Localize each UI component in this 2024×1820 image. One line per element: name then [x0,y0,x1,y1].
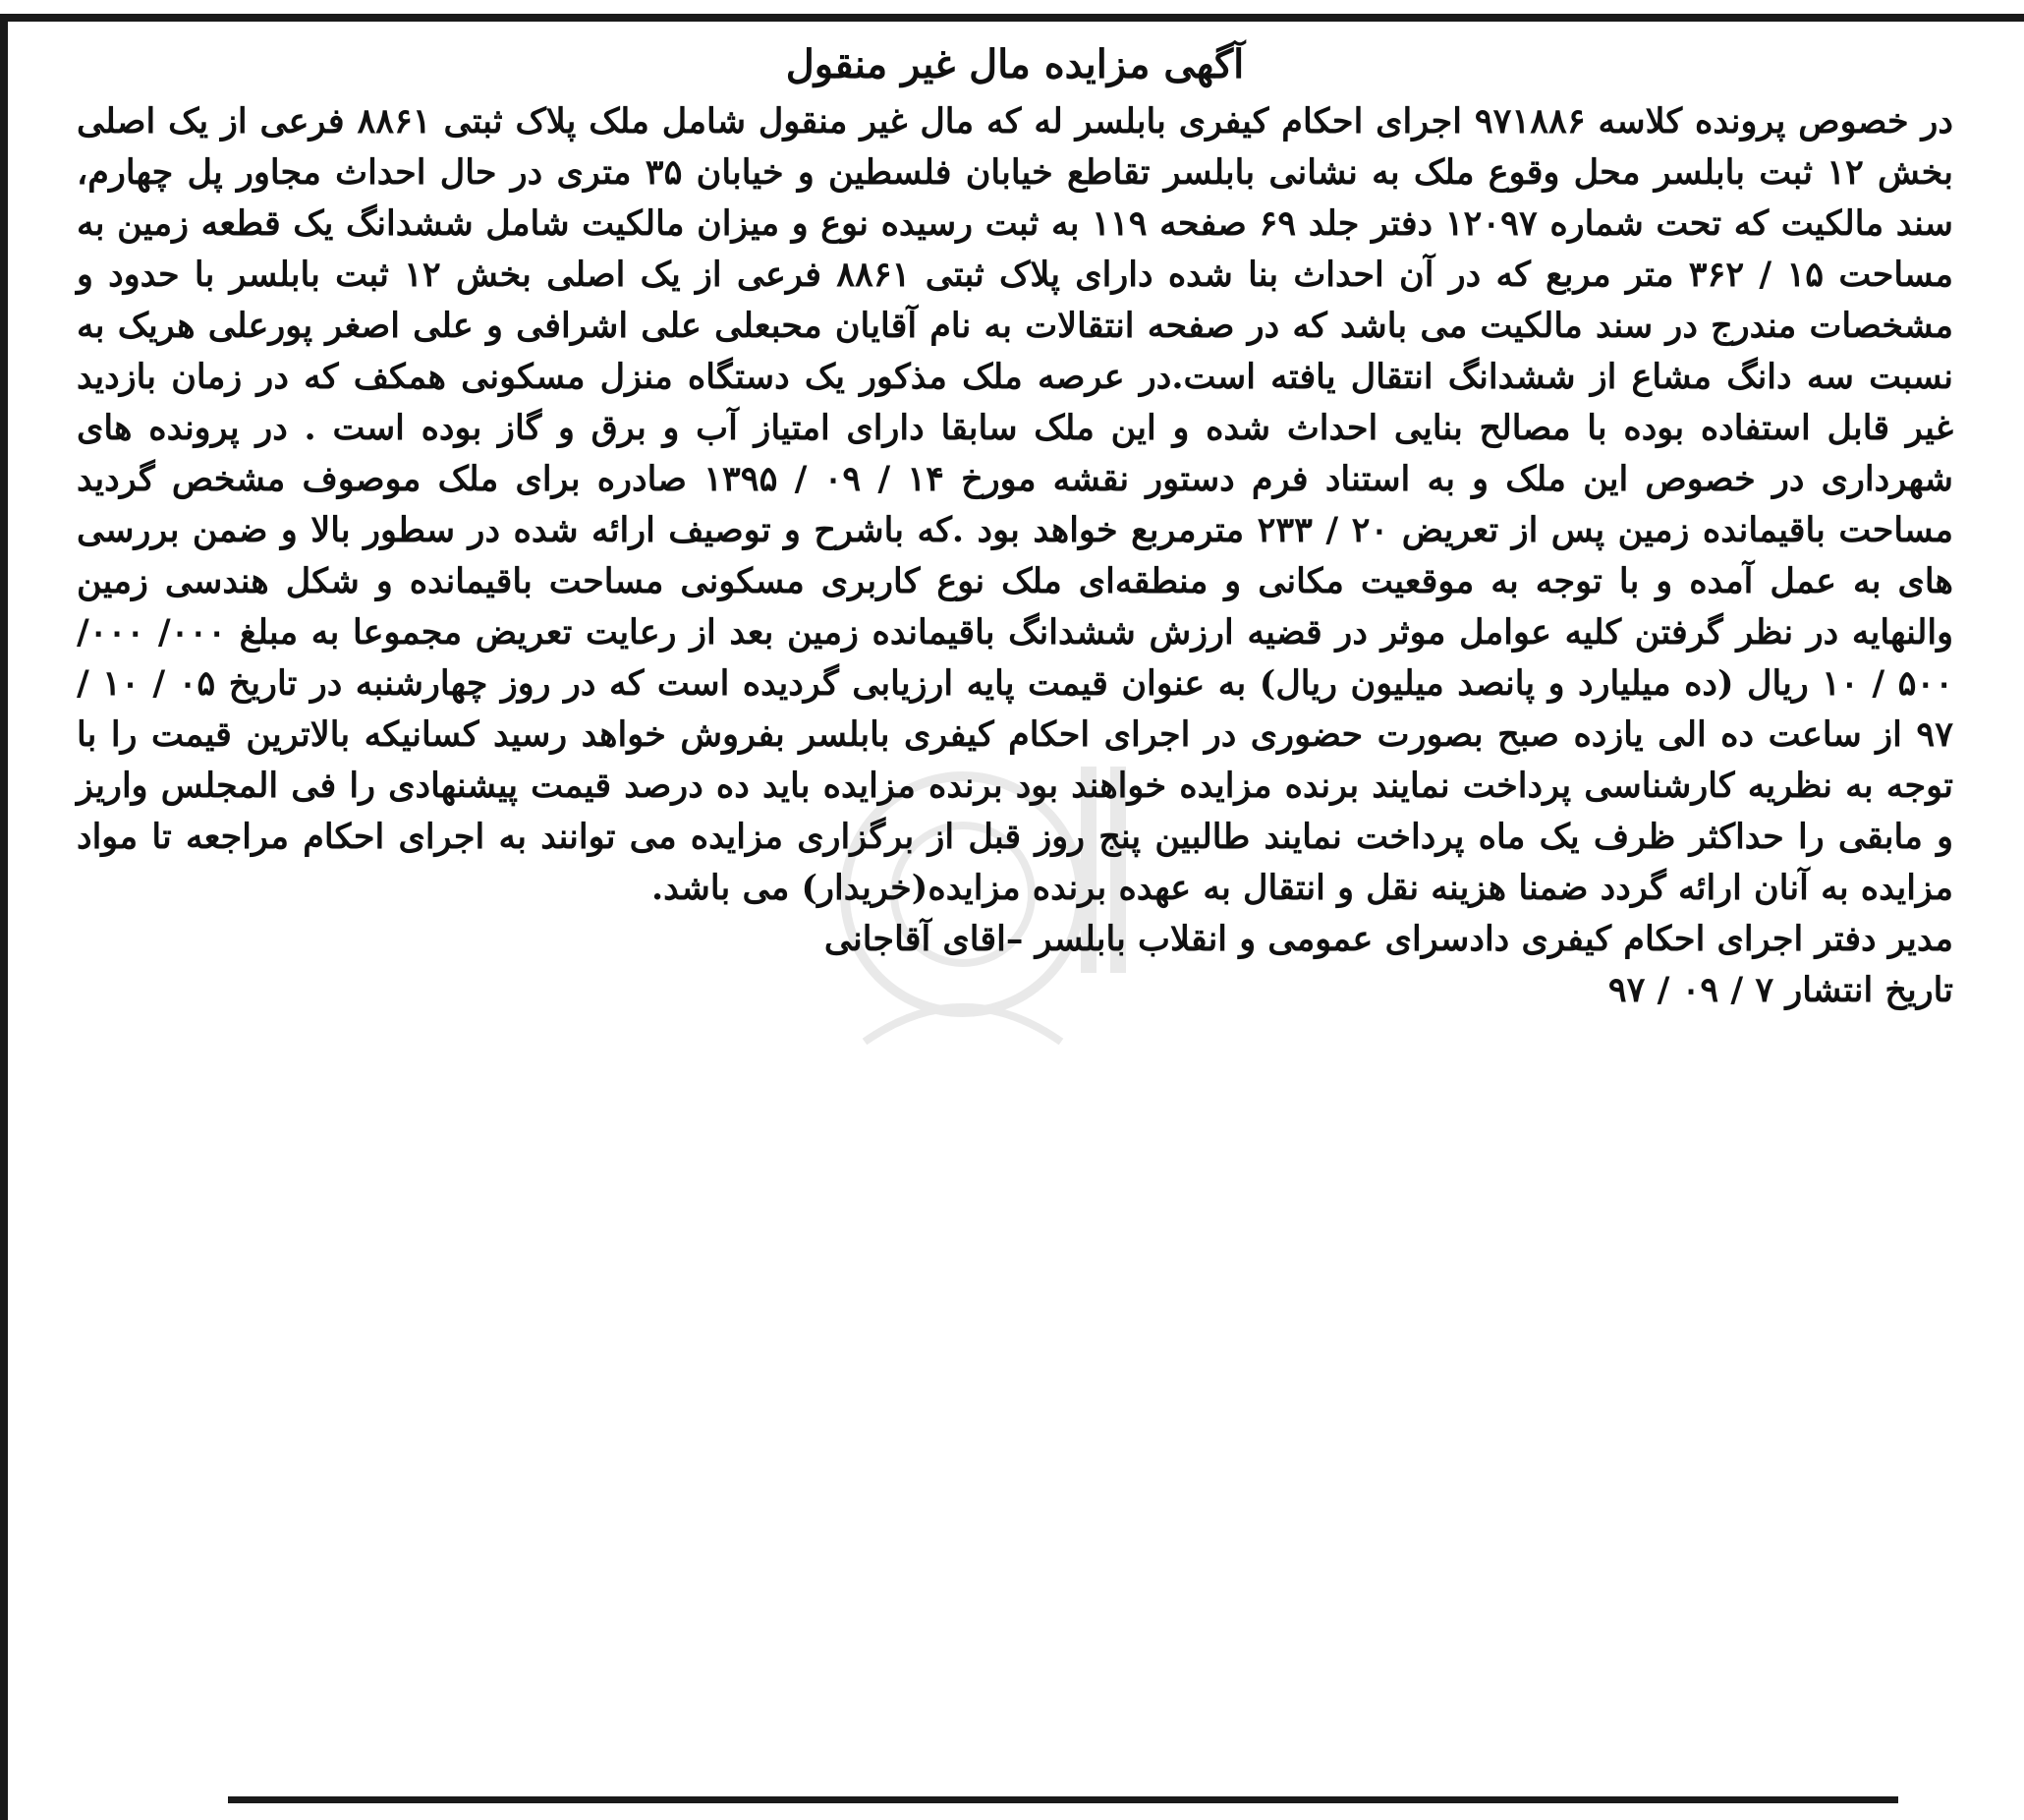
top-border-rule [0,14,2024,22]
notice-body: در خصوص پرونده کلاسه ۹۷۱۸۸۶ اجرای احکام کیفری بابلسر له که مال غیر منقول شامل ملک پلاک ثبتی ۸۸۶۱ فرعی از یک اصلی بخش ۱۲ ثبت بابلسر محل وقوع ملک به نشانی بابلسر تقاطع خیابان فلسطین و خیابان ۳۵ متری در حال احداث مجاور پل چهارم، سند مالکیت که تحت شماره ۱۲۰۹۷ دفتر جلد ۶۹ صفحه ۱۱۹ به ثبت رسیده نوع و میزان مالکیت شامل ششدانگ یک قطعه زمین به مساحت ۱۵ / ۳۶۲ متر مربع که در آن احداث بنا شده دارای پلاک ثبتی ۸۸۶۱ فرعی از یک اصلی بخش ۱۲ ثبت بابلسر با حدود و مشخصات مندرج در سند مالکیت می باشد که در صفحه انتقالات به نام آقایان محبعلی علی اشرافی و علی اصغر پورعلی هریک به نسبت سه دانگ مشاع از ششدانگ انتقال یافته است.در عرصه ملک مذکور یک دستگاه منزل مسکونی همکف که در زمان بازدید غیر قابل استفاده بوده با مصالح بنایی احداث شده و این ملک سابقا دارای امتیاز آب و برق و گاز بوده است . در پرونده های شهرداری در خصوص این ملک و به استناد فرم دستور نقشه مورخ ۱۴ / ۰۹ / ۱۳۹۵ صادره برای ملک موصوف مشخص گردید مساحت باقیمانده زمین پس از تعریض ۲۰ / ۲۳۳ مترمربع خواهد بود .که باشرح و توصیف ارائه شده در سطور بالا و ضمن بررسی های به عمل آمده و با توجه به موقعیت مکانی و منطقه‌ای ملک نوع کاربری مسکونی مساحت باقیمانده و شکل هندسی زمین والنهایه در نظر گرفتن کلیه عوامل موثر در قضیه ارزش ششدانگ باقیمانده زمین بعد از رعایت تعریض مجموعا به مبلغ ۰۰۰/ ۰۰۰/ ۵۰۰ / ۱۰ ریال (ده میلیارد و پانصد میلیون ریال) به عنوان قیمت پایه ارزیابی گردیده است که در روز چهارشنبه در تاریخ ۰۵ / ۱۰ / ۹۷ از ساعت ده الی یازده صبح بصورت حضوری در اجرای احکام کیفری بابلسر بفروش خواهد رسید کسانیکه بالاترین قیمت را با توجه به نظریه کارشناسی پرداخت نمایند برنده مزایده خواهند بود برنده مزایده باید ده درصد قیمت پیشنهادی را فی المجلس واریز و مابقی را حداکثر ظرف یک ماه پرداخت نمایند طالبین پنج روز قبل از برگزاری مزایده می توانند به اجرای احکام مراجعه تا مواد مزایده به آنان ارائه گردد ضمنا هزینه نقل و انتقال به عهده برنده مزایده(خریدار) می باشد. [77,101,1954,908]
auction-notice [77,35,1953,1016]
publication-date: تاریخ انتشار ۷ / ۰۹ / ۹۷ [1607,970,1953,1010]
left-border-rule [0,14,8,1820]
bottom-border-rule [228,1796,1898,1803]
notice-signature: مدیر دفتر اجرای احکام کیفری دادسرای عمومی و انقلاب بابلسر –اقای آقاجانی [823,919,1953,959]
notice-title: آگهی مزایده مال غیر منقول [785,41,1245,87]
